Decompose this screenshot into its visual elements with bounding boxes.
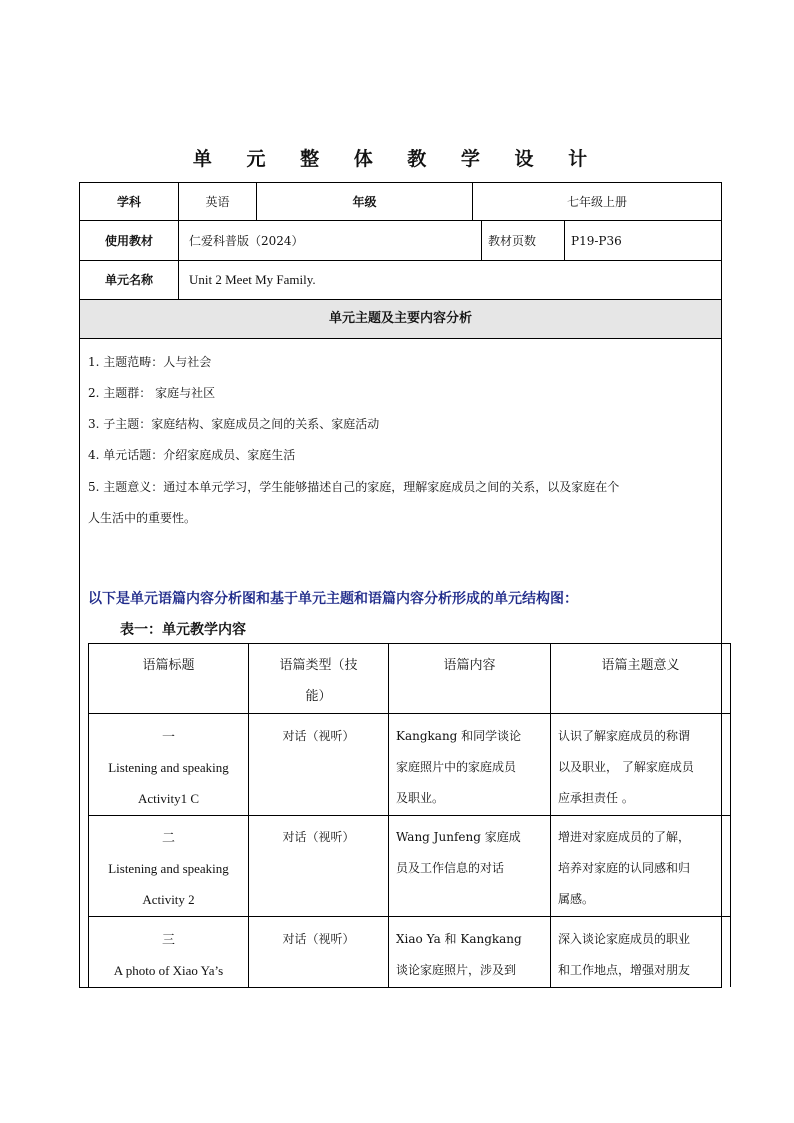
- table-row-1-type: 对话（视听）: [282, 729, 355, 743]
- textbook-label: 使用教材: [104, 233, 153, 248]
- header-meaning: 语篇主题意义: [601, 658, 680, 673]
- analysis-item-5-line-2: 人生活中的重要性。: [88, 511, 197, 525]
- table-row-3-content: Xiao Ya 和 Kangkang 谈论家庭照片，涉及到: [396, 932, 522, 977]
- table-row-3-meaning: 深入谈论家庭成员的职业 和工作地点，增强对朋友: [558, 932, 691, 977]
- header-type: 语篇类型（技 能）: [279, 658, 358, 704]
- table-row-1-content: Kangkang 和同学谈论 家庭照片中的家庭成员 及职业。: [396, 729, 522, 805]
- textbook-value: 仁爱科普版（2024）: [189, 233, 304, 248]
- table-row-2-type: 对话（视听）: [282, 830, 355, 844]
- subject-value: 英语: [205, 194, 230, 209]
- table-row-2-content: Wang Junfeng 家庭成 员及工作信息的对话: [396, 830, 521, 875]
- table-caption: 表一：单元教学内容: [120, 622, 246, 638]
- table-row-3-title: 三 A photo of Xiao Ya’s: [113, 932, 224, 978]
- unit-name-value: Unit 2 Meet My Family.: [189, 272, 316, 287]
- analysis-item-3: 3. 子主题：家庭结构、家庭成员之间的关系、家庭活动: [88, 417, 380, 431]
- table-row-1-meaning: 认识了解家庭成员的称谓 以及职业， 了解家庭成员 应承担责任 。: [558, 729, 694, 805]
- table-row-3-type: 对话（视听）: [282, 932, 355, 946]
- structure-heading: 以下是单元语篇内容分析图和基于单元主题和语篇内容分析形成的单元结构图：: [88, 591, 578, 607]
- header-content: 语篇内容: [443, 658, 496, 673]
- grade-label: 年级: [352, 194, 377, 209]
- table-row-2-title: 二 Listening and speaking Activity 2: [108, 830, 229, 907]
- page-title: 单 元 整 体 教 学 设 计: [192, 148, 602, 170]
- table-row-1-title: 一 Listening and speaking Activity1 C: [108, 729, 229, 806]
- unit-name-label: 单元名称: [104, 273, 153, 287]
- analysis-item-1: 1. 主题范畴：人与社会: [88, 355, 212, 369]
- pages-value: P19-P36: [571, 233, 622, 248]
- analysis-item-5-line-1: 5. 主题意义：通过本单元学习，学生能够描述自己的家庭，理解家庭成员之间的关系，以及家庭在个: [88, 480, 620, 494]
- header-title: 语篇标题: [142, 658, 195, 673]
- grade-value: 七年级上册: [566, 194, 627, 209]
- analysis-item-4: 4. 单元话题：介绍家庭成员、家庭生活: [88, 448, 296, 462]
- pages-label: 教材页数: [488, 233, 537, 248]
- table-row-2-meaning: 增进对家庭成员的了解， 培养对家庭的认同感和归 属感。: [558, 830, 691, 906]
- analysis-item-2: 2. 主题群： 家庭与社区: [88, 386, 216, 400]
- section-header: 单元主题及主要内容分析: [80, 300, 721, 338]
- subject-label: 学科: [116, 194, 141, 209]
